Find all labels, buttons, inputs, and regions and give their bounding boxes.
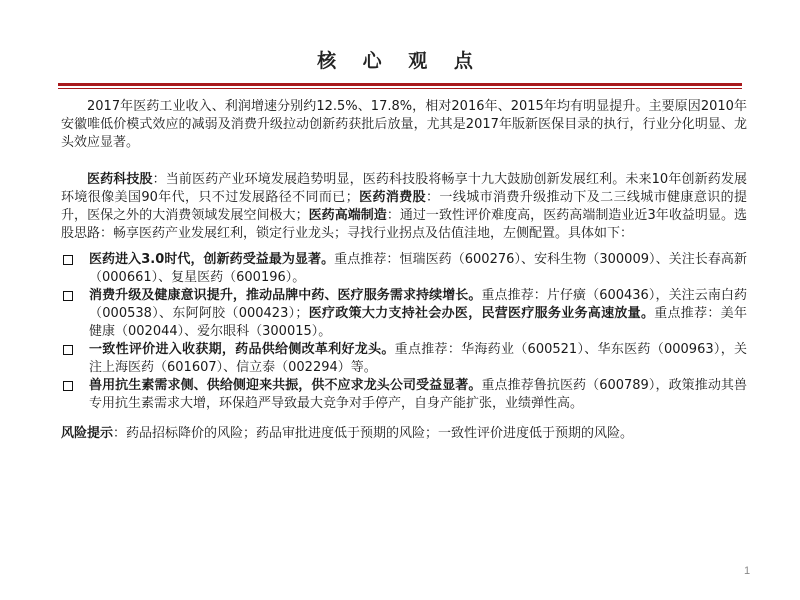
tech-sector-text: ：当前医药产业环境发展趋势明显，医药科技股将畅享十九大鼓励创新发展红利。未来10年创新药发展环境很像美国90年代，只不过发展路径不同而已； [61, 172, 747, 205]
title-rule-thin [58, 88, 742, 89]
bullet-heading: 消费升级及健康意识提升，推动品牌中药、医疗服务需求持续增长。 [89, 288, 482, 303]
bullet-heading: 一致性评价进入收获期，药品供给侧改革利好龙头。 [89, 342, 395, 357]
paragraph-gap [61, 152, 747, 171]
highend-sector-text: ：通过一致性评价难度高，医药高端制造业近3年收益明显。选股思路：畅享医药产业发展红利，锁定行业龙头；寻找行业拐点及估值洼地，左侧配置。具体如下： [61, 208, 747, 241]
intro-paragraph: 2017年医药工业收入、利润增速分别约12.5%、17.8%，相对2016年、2015年均有明显提升。主要原因2010年安徽唯低价模式效应的减弱及消费升级拉动创新药获批后放量，尤其是2017年版新医保目录的执行，行业分化明显、龙头效应显著。 [61, 99, 747, 150]
list-item [61, 287, 747, 341]
list-item [61, 341, 747, 377]
highend-sector-label: 医药高端制造 [308, 208, 387, 223]
tech-sector-label: 医药科技股 [87, 172, 153, 187]
checkbox-square-icon [63, 255, 73, 265]
risk-text: ：药品招标降价的风险；药品审批进度低于预期的风险；一致性评价进度低于预期的风险。 [113, 426, 634, 441]
title-rule-thick [58, 83, 742, 86]
consumer-sector-label: 医药消费股 [358, 190, 427, 205]
checkbox-square-icon [63, 291, 73, 301]
page-number: 1 [744, 565, 751, 577]
bullet-text: 重点推荐：恒瑞医药（600276）、安科生物（300009）、关注长春高新（000661）、复星医药（600196）。 [89, 252, 747, 285]
list-item [61, 251, 747, 287]
bullet-text: 重点推荐鲁抗医药（600789），政策推动其兽专用抗生素需求大增，环保趋严导致最大竞争对手停产，自身产能扩张，业绩弹性高。 [89, 378, 747, 411]
checkbox-square-icon [63, 345, 73, 355]
slide-title: 核 心 观 点 [317, 50, 483, 72]
risk-label: 风险提示 [61, 426, 114, 441]
list-item [61, 377, 747, 413]
risk-warning [61, 425, 747, 443]
bullet-text: 重点推荐：片仔癀（600436），关注云南白药（000538）、东阿阿胶（000423）； [89, 288, 747, 321]
consumer-sector-text: ：一线城市消费升级推动下及二三线城市健康意识的提升，医保之外的大消费领域发展空间极大； [61, 190, 747, 223]
bullet-heading: 兽用抗生素需求侧、供给侧迎来共振，供不应求龙头公司受益显著。 [89, 378, 482, 393]
bullet-text: 重点推荐：华海药业（600521）、华东医药（000963），关注上海医药（601607）、信立泰（002294）等。 [89, 342, 747, 375]
checkbox-square-icon [63, 381, 73, 391]
bullet-text-secondary: 重点推荐：美年健康（002044）、爱尔眼科（300015）。 [89, 306, 747, 339]
bullet-heading: 医药进入3.0时代，创新药受益最为显著。 [89, 252, 335, 267]
sectors-paragraph [61, 171, 747, 243]
bullet-heading-secondary: 医疗政策大力支持社会办医，民营医疗服务业务高速放量。 [308, 306, 655, 321]
slide-content [61, 98, 747, 443]
recommendation-list [61, 251, 747, 413]
